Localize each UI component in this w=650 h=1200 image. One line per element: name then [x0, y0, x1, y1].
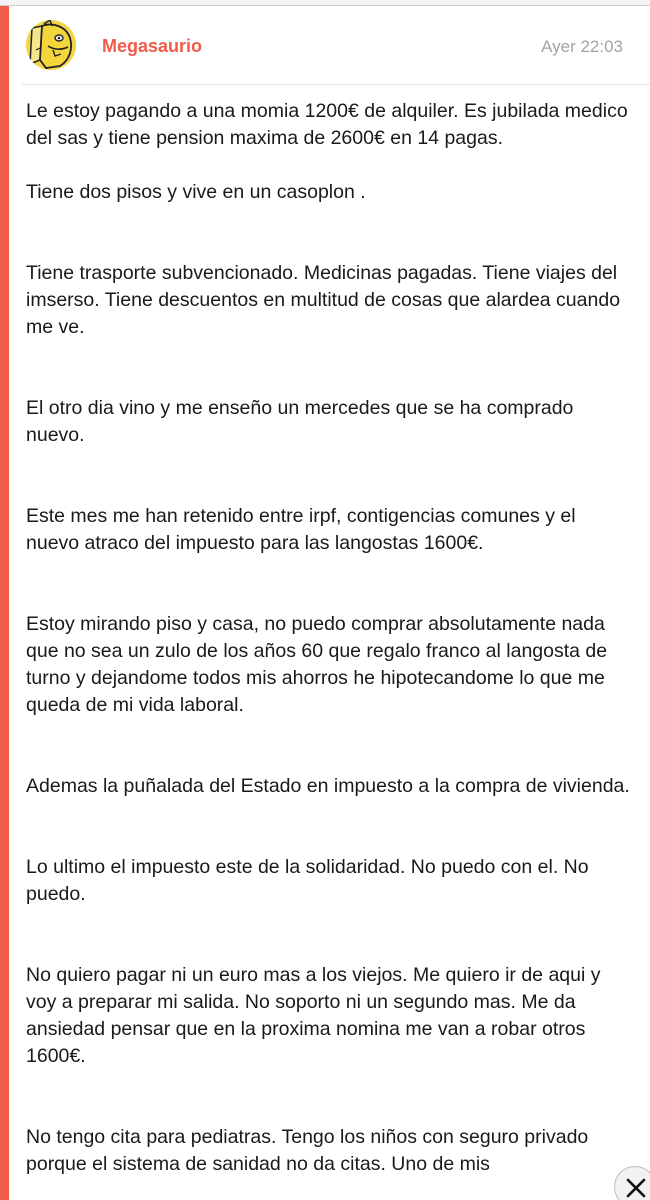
post-paragraph: Lo ultimo el impuesto este de la solidaridad. No puedo con el. No puedo.	[26, 856, 589, 905]
cartoon-avatar-icon	[26, 20, 76, 70]
post-paragraph: Tiene dos pisos y vive en un casoplon .	[26, 181, 366, 203]
header-divider	[22, 84, 650, 85]
post-paragraph: No quiero pagar ni un euro mas a los viejos. Me quiero ir de aqui y voy a preparar mi salida. No soporto ni un segundo mas. Me da ansiedad pensar que en la proxima nomina me van a robar otros 1600€.	[26, 964, 601, 1067]
close-button[interactable]	[614, 1166, 650, 1200]
post-paragraph: Este mes me han retenido entre irpf, contigencias comunes y el nuevo atraco del impuesto para las langostas 1600€.	[26, 505, 576, 554]
post-paragraph: Le estoy pagando a una momia 1200€ de alquiler. Es jubilada medico del sas y tiene pension maxima de 2600€ en 14 pagas.	[26, 100, 628, 149]
post-paragraph: Estoy mirando piso y casa, no puedo comprar absolutamente nada que no sea un zulo de los años 60 que regalo franco al langosta de turno y dejandome todos mis ahorros he hipotecandome lo que me queda de mi vida laboral.	[26, 613, 608, 716]
post-paragraph: Tiene trasporte subvencionado. Medicinas pagadas. Tiene viajes del imserso. Tiene descuentos en multitud de cosas que alardea cuando me ve.	[26, 262, 621, 338]
post-timestamp: Ayer 22:03	[541, 37, 623, 56]
user-avatar[interactable]	[26, 20, 76, 70]
post-body	[26, 98, 632, 1178]
post-paragraph: Ademas la puñalada del Estado en impuesto a la compra de vivienda.	[26, 775, 630, 797]
post-header	[9, 6, 650, 85]
post-paragraph: No tengo cita para pediatras. Tengo los niños con seguro privado porque el sistema de sanidad no da citas. Uno de mis	[26, 1126, 589, 1175]
post-paragraph: El otro dia vino y me enseño un mercedes que se ha comprado nuevo.	[26, 397, 574, 446]
close-icon	[624, 1176, 648, 1200]
forum-post	[9, 6, 650, 1200]
post-accent-bar	[0, 6, 9, 1200]
post-author[interactable]: Megasaurio	[102, 36, 203, 56]
